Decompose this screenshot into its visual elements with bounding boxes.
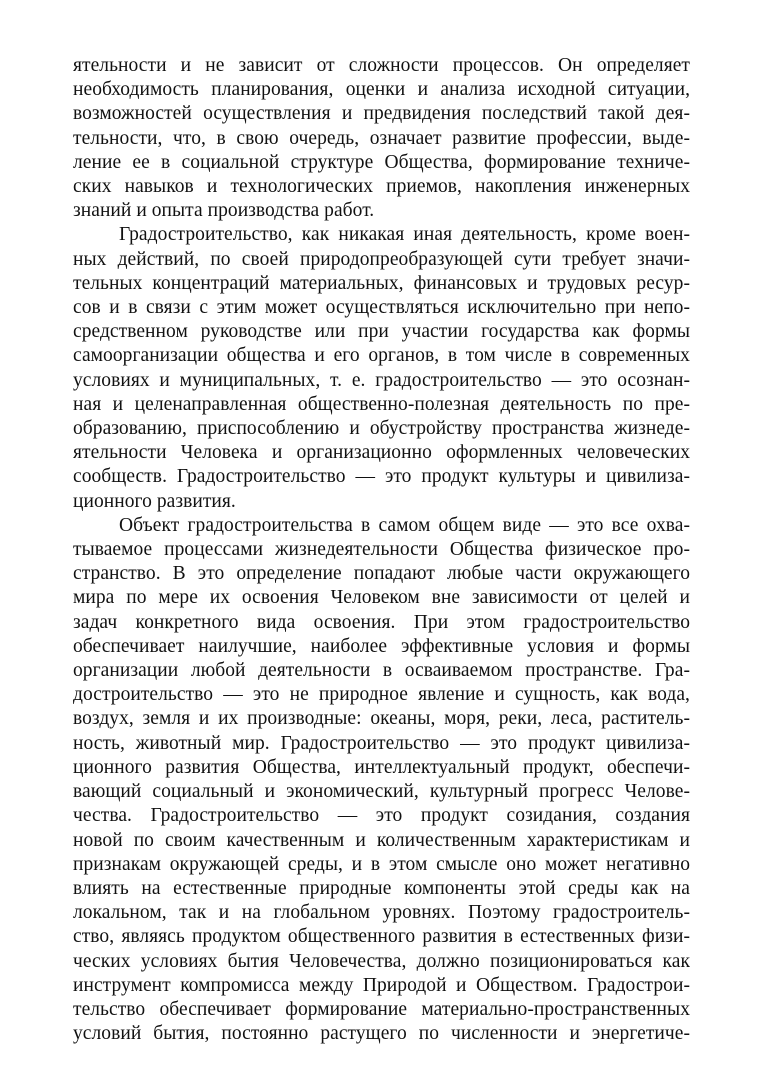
text-line: обеспечивает наилучшие, наиболее эффективные условия и формы xyxy=(73,635,690,657)
text-line: вающий социальный и экономический, культурный прогресс Челове- xyxy=(73,781,690,803)
text-line: сов и в связи с этим может осуществляться исключительно при непо- xyxy=(73,297,690,319)
paragraph-1 xyxy=(73,54,690,223)
text-line: условиях и муниципальных, т. е. градостроительство — это осознан- xyxy=(73,369,690,391)
text-line: средственном руководстве или при участии государства как формы xyxy=(73,321,690,343)
document-page xyxy=(73,54,690,1046)
text-line: условий бытия, постоянно растущего по численности и энергетиче- xyxy=(73,1023,690,1045)
text-line: воздух, земля и их производные: океаны, моря, реки, леса, раститель- xyxy=(73,708,690,730)
text-line: Градостроительство, как никакая иная деятельность, кроме воен- xyxy=(119,224,690,246)
text-line: организации любой деятельности в осваиваемом пространстве. Гра- xyxy=(73,660,690,682)
text-line: чества. Градостроительство — это продукт созидания, создания xyxy=(73,805,690,827)
text-line: знаний и опыта производства работ. xyxy=(73,200,375,222)
text-line: ских навыков и технологических приемов, накопления инженерных xyxy=(73,176,690,198)
text-line: локальном, так и на глобальном уровнях. Поэтому градостроитель- xyxy=(73,902,690,924)
paragraph-3 xyxy=(73,514,690,1046)
text-line: ционного развития Общества, интеллектуальный продукт, обеспечи- xyxy=(73,756,690,778)
text-line: ность, животный мир. Градостроительство — это продукт цивилиза- xyxy=(73,732,690,754)
text-line: инструмент компромисса между Природой и Обществом. Градострои- xyxy=(73,974,690,996)
text-line: тельности, что, в свою очередь, означает развитие профессии, выде- xyxy=(73,127,690,149)
paragraph-2 xyxy=(73,223,690,513)
text-line: ление ее в социальной структуре Общества, формирование техниче- xyxy=(73,151,690,173)
text-line: ных действий, по своей природопреобразующей сути требует значи- xyxy=(73,248,690,270)
text-line: Объект градостроительства в самом общем виде — это все охва- xyxy=(119,514,690,536)
text-line: достроительство — это не природное явление и сущность, как вода, xyxy=(73,684,690,706)
text-line: тельных концентраций материальных, финансовых и трудовых ресур- xyxy=(73,272,690,294)
text-line: тываемое процессами жизнедеятельности Общества физическое про- xyxy=(73,539,690,561)
text-line: сообществ. Градостроительство — это продукт культуры и цивилиза- xyxy=(73,466,690,488)
text-line: влиять на естественные природные компоненты этой среды как на xyxy=(73,877,690,899)
text-line: ческих условиях бытия Человечества, должно позиционироваться как xyxy=(73,950,690,972)
text-line: ционного развития. xyxy=(73,490,236,512)
text-line: ятельности Человека и организационно оформленных человеческих xyxy=(73,442,690,464)
text-line: тельство обеспечивает формирование материально-пространственных xyxy=(73,998,690,1020)
text-line: возможностей осуществления и предвидения последствий такой дея- xyxy=(73,103,690,125)
text-line: ная и целенаправленная общественно-полезная деятельность по пре- xyxy=(73,393,690,415)
text-line: новой по своим качественным и количественным характеристикам и xyxy=(73,829,690,851)
text-line: ство, являясь продуктом общественного развития в естественных физи- xyxy=(73,926,690,948)
text-line: образованию, приспособлению и обустройству пространства жизнеде- xyxy=(73,418,690,440)
text-line: самоорганизации общества и его органов, в том числе в современных xyxy=(73,345,690,367)
text-line: ятельности и не зависит от сложности процессов. Он определяет xyxy=(73,55,690,76)
text-line: задач конкретного вида освоения. При этом градостроительство xyxy=(73,611,690,633)
text-line: странство. В это определение попадают любые части окружающего xyxy=(73,563,690,585)
text-line: признакам окружающей среды, и в этом смысле оно может негативно xyxy=(73,853,690,875)
text-line: мира по мере их освоения Человеком вне зависимости от целей и xyxy=(73,587,690,609)
text-line: необходимость планирования, оценки и анализа исходной ситуации, xyxy=(73,79,690,101)
